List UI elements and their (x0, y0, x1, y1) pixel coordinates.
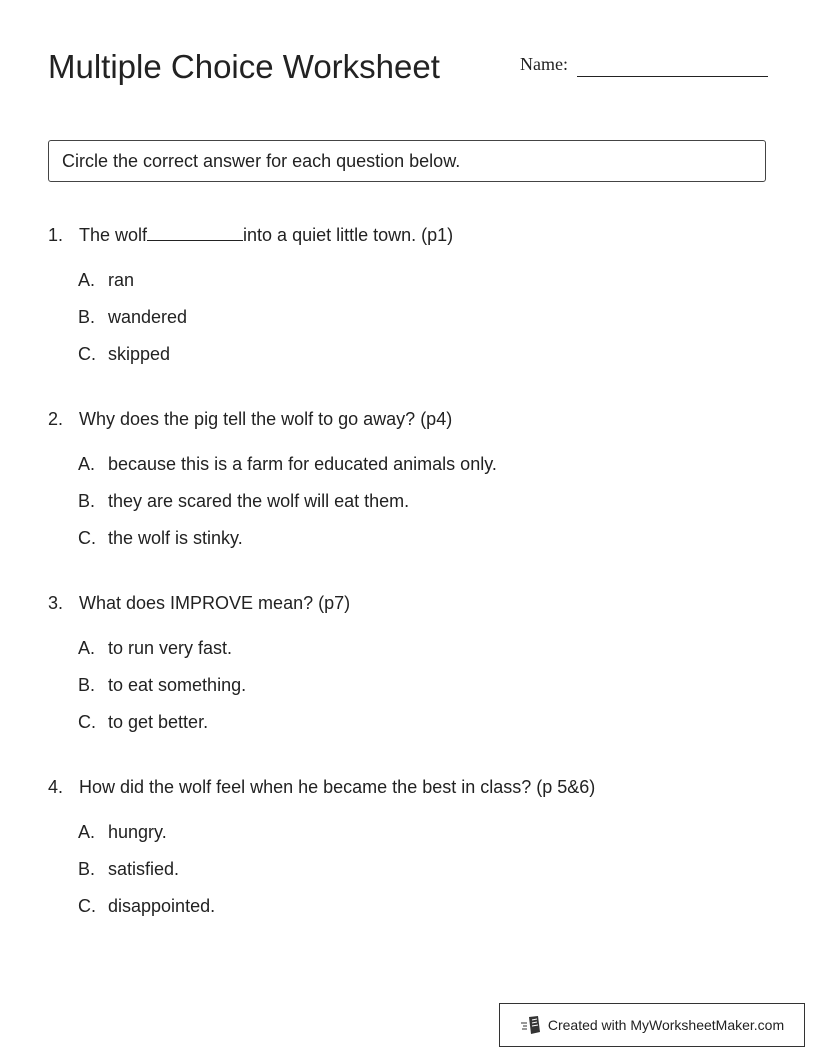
worksheet-logo-icon (520, 1015, 542, 1035)
footer-text: Created with MyWorksheetMaker.com (547, 1017, 785, 1033)
question-text: How did the wolf feel when he became the best in class? (p 5&6) (79, 777, 596, 797)
instructions-text: Circle the correct answer for each question below. (62, 151, 461, 171)
question-text: What does IMPROVE mean? (p7) (79, 593, 351, 613)
option-text: to run very fast. (108, 638, 233, 658)
answer-option[interactable] (78, 454, 497, 475)
option-text: because this is a farm for educated animals only. (108, 454, 497, 474)
option-letter: C. (78, 528, 96, 548)
option-text: hungry. (108, 822, 167, 842)
footer-credit (499, 1003, 805, 1047)
answer-option[interactable] (78, 822, 167, 843)
question (48, 777, 595, 798)
answer-option[interactable] (78, 307, 187, 328)
option-letter: B. (78, 675, 96, 695)
question-text: Why does the pig tell the wolf to go away? (p4) (79, 409, 453, 429)
option-letter: C. (78, 896, 96, 916)
option-text: satisfied. (108, 859, 180, 879)
option-text: skipped (108, 344, 171, 364)
option-text: disappointed. (108, 896, 216, 916)
option-letter: A. (78, 270, 96, 290)
option-letter: C. (78, 712, 96, 732)
option-letter: C. (78, 344, 96, 364)
answer-blank (147, 226, 243, 241)
question (48, 225, 453, 246)
instructions-box (48, 140, 766, 182)
answer-option[interactable] (78, 491, 409, 512)
option-letter: B. (78, 307, 96, 327)
question-number: 4. (48, 777, 64, 797)
option-letter: A. (78, 822, 96, 842)
answer-option[interactable] (78, 270, 134, 291)
question-text-after: into a quiet little town. (p1) (243, 225, 454, 245)
option-text: they are scared the wolf will eat them. (108, 491, 410, 511)
answer-option[interactable] (78, 675, 246, 696)
name-label: Name: (520, 54, 568, 74)
question-number: 2. (48, 409, 64, 429)
option-text: to eat something. (108, 675, 247, 695)
answer-option[interactable] (78, 528, 243, 549)
answer-option[interactable] (78, 344, 170, 365)
answer-option[interactable] (78, 712, 208, 733)
name-field[interactable] (577, 76, 768, 77)
answer-option[interactable] (78, 896, 215, 917)
option-letter: A. (78, 638, 96, 658)
option-letter: B. (78, 491, 96, 511)
question-number: 1. (48, 225, 64, 245)
question (48, 409, 452, 430)
answer-option[interactable] (78, 859, 179, 880)
question-text: The wolf (79, 225, 148, 245)
option-text: to get better. (108, 712, 209, 732)
option-letter: B. (78, 859, 96, 879)
option-text: wandered (108, 307, 188, 327)
page-title: Multiple Choice Worksheet (48, 48, 440, 85)
option-letter: A. (78, 454, 96, 474)
answer-option[interactable] (78, 638, 232, 659)
option-text: the wolf is stinky. (108, 528, 243, 548)
question-number: 3. (48, 593, 64, 613)
option-text: ran (108, 270, 135, 290)
question (48, 593, 350, 614)
